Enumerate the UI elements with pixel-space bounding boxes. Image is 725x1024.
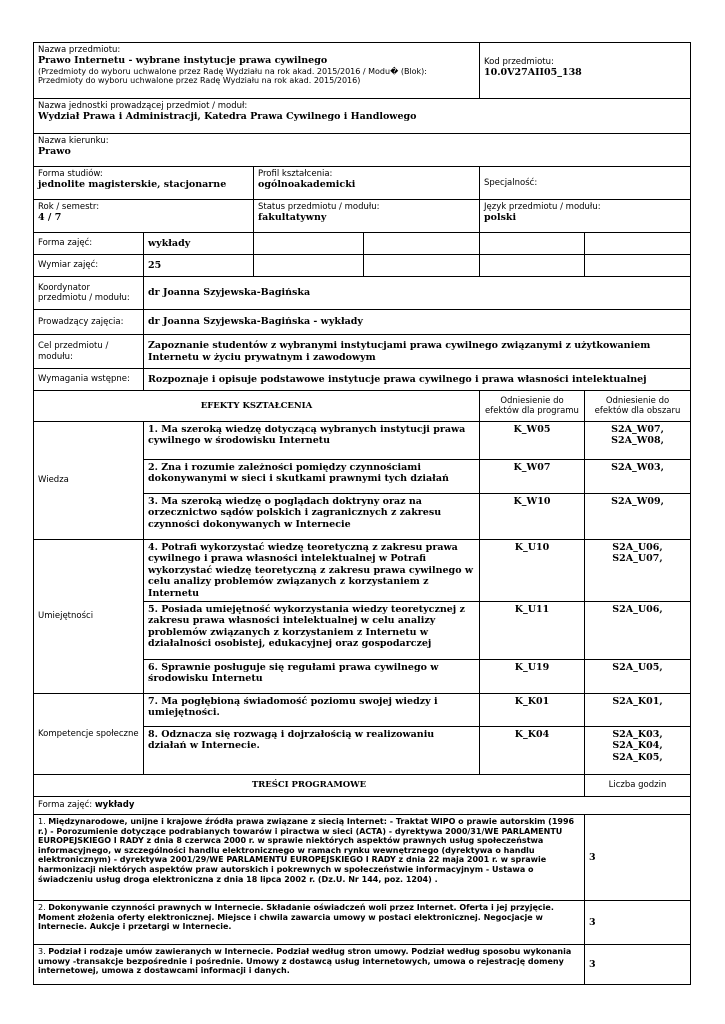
empty-cell [364, 233, 480, 255]
effect-text: 6. Sprawnie posługuje się regułami prawa cywilnego w środowisku Internetu [144, 659, 480, 693]
group-name: Kompetencje społeczne [34, 693, 144, 774]
lang-label: Język przedmiotu / modułu: [484, 202, 601, 212]
effect-area [585, 693, 691, 726]
topic-number: 1. [38, 816, 49, 826]
status-value: fakultatywny [258, 212, 327, 224]
coord-value: dr Joanna Szyjewska-Bagińska [144, 277, 691, 310]
effect-area [585, 422, 691, 460]
topic-cell [34, 900, 585, 944]
effect-area-code: S2A_K03, [612, 728, 663, 740]
form-value: jednolite magisterskie, stacjonarne [38, 179, 227, 191]
spec-cell [480, 167, 691, 200]
effect-program: K_U10 [480, 540, 585, 602]
effect-text: 7. Ma pogłębioną świadomość poziomu swojej wiedzy i umiejętności. [144, 693, 480, 726]
effect-area [585, 601, 691, 659]
effects-header: EFEKTY KSZTAŁCENIA [34, 391, 480, 422]
empty-cell [254, 233, 364, 255]
spec-label: Specjalność: [484, 177, 538, 188]
req-label: Wymagania wstępne: [34, 369, 144, 391]
program-hours-header: Liczba godzin [585, 774, 691, 796]
effect-area-code: S2A_U06, [612, 542, 663, 553]
year-label: Rok / semestr: [38, 202, 100, 212]
topic-text: Podział i rodzaje umów zawieranych w Internecie. Podział według stron umowy. Podział według sposobu wykonania umowy -transakcje bezpośrednie i pośrednie. Umowy z dostawcą usług internetowych, umowa o rejestrację domeny internetowej, umowa z dostawcami informacji i danych. [38, 946, 572, 976]
effect-program: K_W10 [480, 494, 585, 540]
req-value: Rozpoznaje i opisuje podstawowe instytucje prawa cywilnego i prawa własności intelektualnej [144, 369, 691, 391]
field-cell [34, 134, 691, 167]
goal-label: Cel przedmiotu / modułu: [34, 335, 144, 369]
effects-col-program: Odniesienie do efektów dla programu [480, 391, 585, 422]
effect-text: 3. Ma szeroką wiedzę o poglądach doktryny oraz na orzecznictwo sądów polskich i zagranicznych z zakresu czynności dokonywanych w Internecie [144, 494, 480, 540]
effect-area [585, 540, 691, 602]
profile-cell [254, 167, 480, 200]
field-value: Prawo [38, 146, 71, 158]
effect-program: K_K01 [480, 693, 585, 726]
unit-value: Wydział Prawa i Administracji, Katedra Prawa Cywilnego i Handlowego [38, 111, 417, 123]
lang-value: polski [484, 212, 517, 224]
class-form-value: wykłady [144, 233, 254, 255]
empty-cell [585, 233, 691, 255]
effect-area-code: S2A_K05, [612, 751, 663, 763]
form-label: Forma studiów: [38, 169, 103, 179]
unit-label: Nazwa jednostki prowadzącej przedmiot / moduł: [38, 101, 248, 111]
code-cell [480, 43, 691, 99]
coord-label: Koordynator przedmiotu / modułu: [34, 277, 144, 310]
year-value: 4 / 7 [38, 212, 62, 224]
profile-value: ogólnoakademicki [258, 179, 356, 191]
topic-text: Międzynarodowe, unijne i krajowe źródła prawa związane z siecią Internet: - Traktat WIPO o prawie autorskim (1996 r.) - Porozumienie dotyczące podrabianych towarów i piractwa w sieci (ACTA) - dyrektywa 2000/31/WE PARLAMENTU EUROPEJSKIEGO I RADY z dnia 8 czerwca 2000 r. w sprawie niektórych aspektów prawnych usług społeczeństwa informacyjnego, w szczególności handlu elektronicznego w ramach rynku wewnętrznego (dyrektywa o handlu elektronicznym) - dyrektywa 2001/29/WE PARLAMENTU EUROPEJSKIEGO I RADY z dnia 22 maja 2001 r. w sprawie harmonizacji niektórych aspektów praw autorskich i pokrewnych w społeczeństwie informacyjnym - Ustawa o świadczeniu usług droga elektroniczna z dnia 18 lipca 2002 r. (Dz.U. Nr 144, poz. 1204) . [38, 816, 575, 884]
lecturer-label: Prowadzący zajęcia: [34, 310, 144, 335]
profile-label: Profil kształcenia: [258, 169, 333, 179]
effect-text: 5. Posiada umiejętność wykorzystania wiedzy teoretycznej z zakresu prawa własności intelektualnej w celu analizy problemów związanych z korzystaniem z Internetu w działalności osobistej, edukacyjnej oraz gospodarczej [144, 601, 480, 659]
code-label: Kod przedmiotu: [484, 57, 554, 67]
effect-area [585, 726, 691, 774]
topic-number: 3. [38, 946, 49, 956]
program-header: TREŚCI PROGRAMOWE [34, 774, 585, 796]
subject-name: Prawo Internetu - wybrane instytucje prawa cywilnego [38, 55, 328, 67]
topic-hours: 3 [585, 944, 691, 984]
effect-area-code: S2A_W07, [611, 424, 664, 435]
effect-area [585, 659, 691, 693]
subject-note-2: Przedmioty do wyboru uchwalone przez Radę Wydziału na rok akad. 2015/2016) [38, 76, 361, 86]
subject-note-1: (Przedmioty do wyboru uchwalone przez Radę Wydziału na rok akad. 2015/2016 / Modu� (Blok): [38, 66, 427, 76]
effects-col-area: Odniesienie do efektów dla obszaru [585, 391, 691, 422]
program-form-value: wykłady [94, 800, 135, 811]
effect-text: 4. Potrafi wykorzystać wiedzę teoretyczną z zakresu prawa cywilnego i prawa własności intelektualnej w Potrafi wykorzystać wiedzę teoretyczną z zakresu prawa cywilnego w celu analizy problemów związanych z korzystaniem z Internetu [144, 540, 480, 602]
status-cell [254, 200, 480, 233]
goal-value: Zapoznanie studentów z wybranymi instytucjami prawa cywilnego związanymi z użytkowaniem Internetu w życiu prywatnym i zawodowym [144, 335, 691, 369]
hours-value: 25 [144, 255, 254, 277]
subject-cell [34, 43, 480, 99]
subject-label: Nazwa przedmiotu: [38, 45, 121, 55]
effect-area [585, 460, 691, 494]
effect-area-code: S2A_U05, [612, 661, 663, 673]
empty-cell [585, 255, 691, 277]
effect-area-code: S2A_W03, [611, 462, 664, 473]
effect-program: K_U19 [480, 659, 585, 693]
empty-cell [254, 255, 364, 277]
unit-cell [34, 99, 691, 134]
topic-hours: 3 [585, 814, 691, 900]
effect-area-code: S2A_U06, [612, 603, 663, 615]
lecturer-value: dr Joanna Szyjewska-Bagińska - wykłady [144, 310, 691, 335]
effect-area-code: S2A_K04, [612, 740, 663, 752]
effect-area-code: S2A_W08, [611, 435, 664, 447]
topic-cell [34, 814, 585, 900]
program-form-prefix: Forma zajęć: [38, 800, 95, 811]
effect-area-code: S2A_W09, [611, 496, 664, 507]
course-sheet [33, 42, 690, 985]
group-name: Wiedza [34, 422, 144, 540]
effect-program: K_W05 [480, 422, 585, 460]
form-cell [34, 167, 254, 200]
empty-cell [480, 233, 585, 255]
empty-cell [480, 255, 585, 277]
hours-label: Wymiar zajęć: [34, 255, 144, 277]
course-table [33, 42, 691, 985]
class-form-label: Forma zajęć: [34, 233, 144, 255]
effect-program: K_K04 [480, 726, 585, 774]
effect-text: 2. Zna i rozumie zależności pomiędzy czynnościami dokonywanymi w sieci i skutkami prawnymi tych działań [144, 460, 480, 494]
effect-area-code: S2A_K01, [612, 695, 663, 707]
effect-text: 8. Odznacza się rozwagą i dojrzałością w realizowaniu działań w Internecie. [144, 726, 480, 774]
effect-area [585, 494, 691, 540]
empty-cell [364, 255, 480, 277]
topic-text: Dokonywanie czynności prawnych w Internecie. Składanie oświadczeń woli przez Internet. Oferta i jej przyjęcie. Moment złożenia oferty elektronicznej. Miejsce i chwila zawarcia umowy w postaci elektronicznej. Negocjacje w Internecie. Aukcje i przetargi w Internecie. [38, 902, 554, 932]
effect-program: K_W07 [480, 460, 585, 494]
year-cell [34, 200, 254, 233]
effect-program: K_U11 [480, 601, 585, 659]
program-form-cell [34, 796, 691, 814]
topic-number: 2. [38, 902, 49, 912]
topic-hours: 3 [585, 900, 691, 944]
topic-cell [34, 944, 585, 984]
status-label: Status przedmiotu / modułu: [258, 202, 380, 212]
effect-area-code: S2A_U07, [612, 553, 663, 565]
field-label: Nazwa kierunku: [38, 136, 109, 146]
code-value: 10.0V27AII05_138 [484, 67, 582, 79]
lang-cell [480, 200, 691, 233]
effect-text: 1. Ma szeroką wiedzę dotyczącą wybranych instytucji prawa cywilnego w środowisku Internetu [144, 422, 480, 460]
group-name: Umiejętności [34, 540, 144, 694]
